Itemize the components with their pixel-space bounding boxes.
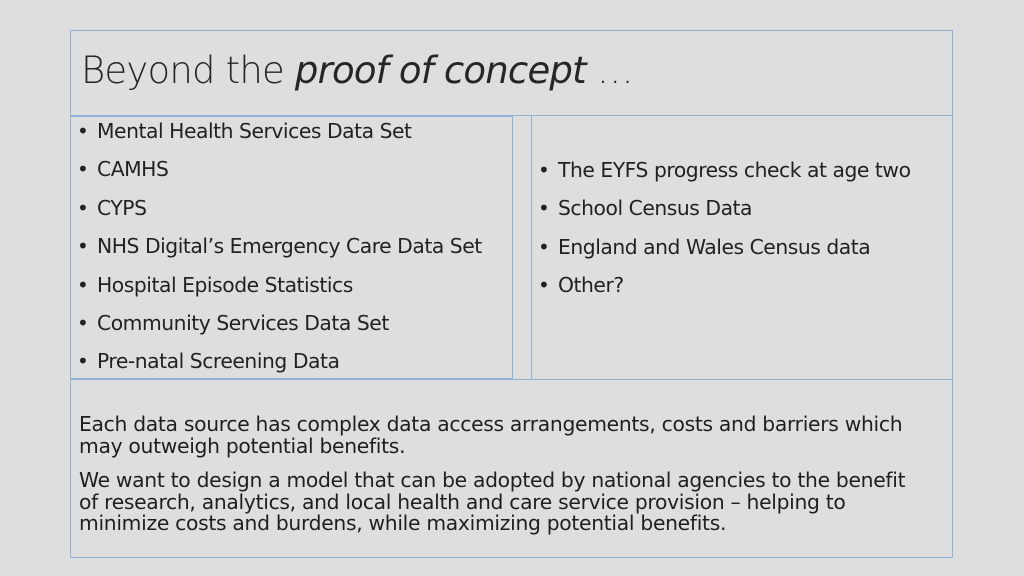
left-bullet-list (75, 116, 482, 385)
list-item: • CYPS (75, 193, 482, 231)
list-item: • Hospital Episode Statistics (75, 270, 482, 308)
list-item: • CAMHS (75, 154, 482, 192)
list-item: • The EYFS progress check at age two (536, 155, 911, 193)
list-item: • School Census Data (536, 193, 911, 231)
slide-title (81, 49, 633, 92)
right-column (531, 116, 954, 379)
slide (70, 30, 953, 558)
title-suffix: … (585, 49, 633, 92)
body-paragraph: Each data source has complex data access arrangements, costs and barriers which may outweigh potential benefits. (79, 412, 903, 458)
body-paragraph: We want to design a model that can be adopted by national agencies to the benefit of research, analytics, and local health and care service provision – helping to minimize costs and burdens, while maximizing potential benefits. (79, 468, 906, 535)
list-item: • Community Services Data Set (75, 308, 482, 346)
right-bullet-list (536, 155, 911, 309)
list-item: • England and Wales Census data (536, 232, 911, 270)
body-text-box (71, 379, 952, 559)
list-item: • Pre-natal Screening Data (75, 346, 482, 384)
list-item: • NHS Digital’s Emergency Care Data Set (75, 231, 482, 269)
list-item: • Mental Health Services Data Set (75, 116, 482, 154)
title-italic: proof of concept (294, 49, 586, 92)
list-item: • Other? (536, 270, 911, 308)
title-bar (71, 31, 952, 116)
title-plain: Beyond the (81, 49, 295, 92)
left-column (71, 116, 513, 379)
